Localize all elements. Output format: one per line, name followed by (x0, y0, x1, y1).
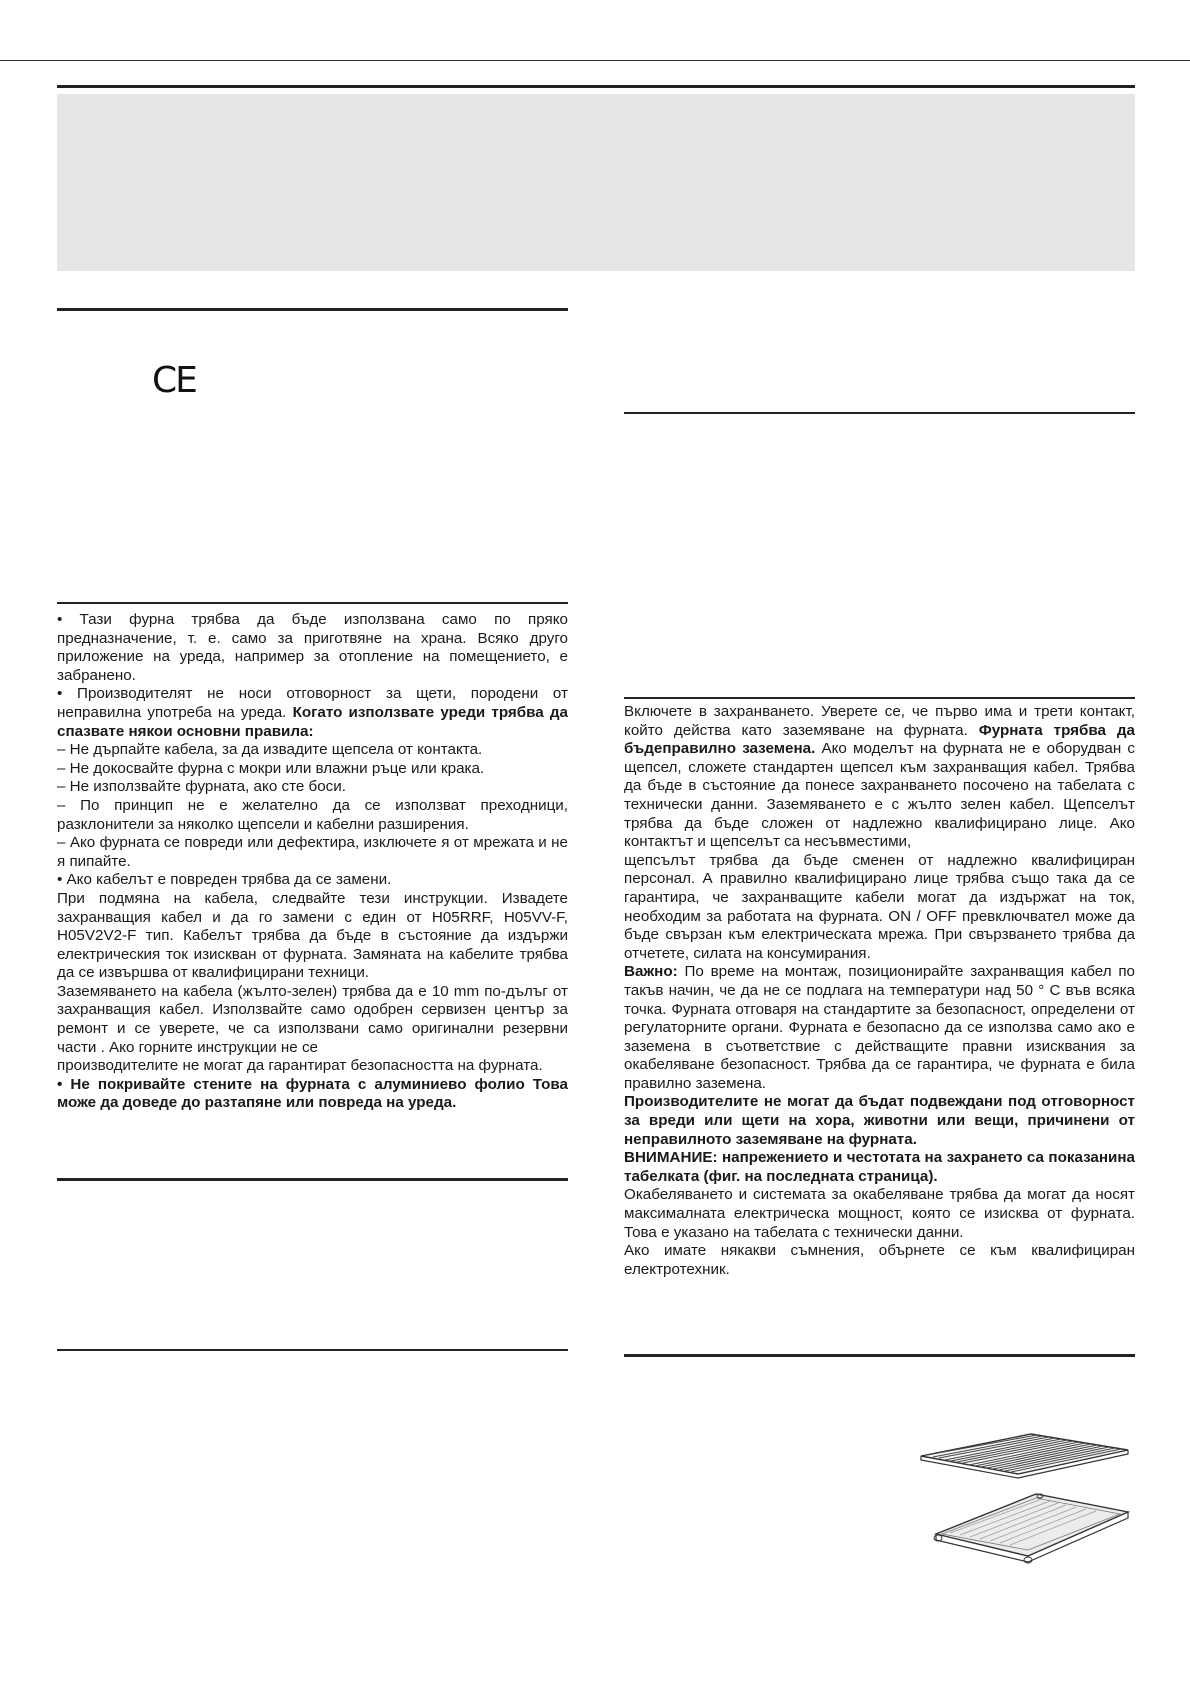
baking-tray-icon (934, 1494, 1128, 1563)
safety-paragraph-intended-use: • Тази фурна трябва да бъде използвана само по пряко предназначение, т. е. само за приготвяне на храна. Всяко друго приложение на уреда, например за отопление на помещението, е забранено. (57, 611, 568, 684)
liability-text: • Производителят не носи отговорност за щети, породени от неправилна употреба на уреда. (57, 685, 568, 721)
right-section-rule-2 (624, 697, 1135, 699)
rule-item-barefoot: – Не използвайте фурната, ако сте боси. (57, 778, 346, 796)
left-section-rule-2 (57, 602, 568, 604)
rule-item-adapters: – По принцип не е желателно да се използват преходници, разклонители за няколко щепсели и кабелни разширения. (57, 796, 568, 833)
safety-guarantee-paragraph: производителите не могат да гарантират безопасността на фурната. (57, 1057, 543, 1075)
left-section-rule-4 (57, 1349, 568, 1351)
rule-item-wet-hands: – Не докосвайте фурна с мокри или влажни ръце или крака. (57, 759, 485, 777)
wire-rack-icon (921, 1434, 1128, 1478)
important-label: Важно: (624, 963, 678, 981)
ce-mark: CE (152, 360, 196, 401)
rule-item-malfunction: – Ако фурната се повреди или дефектира, изключете я от мрежата и не я пипайте. (57, 834, 568, 870)
left-section-rule-1 (57, 308, 568, 311)
left-column-text (57, 611, 568, 1113)
header-banner (57, 94, 1135, 271)
oven-rack-and-tray-illustration (916, 1432, 1136, 1572)
grounding-required: Фурната трябва да бъдеправилно заземена. (624, 721, 1136, 758)
top-page-rule (0, 60, 1190, 61)
left-section-rule-3 (57, 1178, 568, 1181)
voltage-warning: ВНИМАНИЕ: напрежението и честотата на захрането са показанина табелката (фиг. на последната страница). (624, 1149, 1135, 1185)
grounding-cable-paragraph: Заземяването на кабела (жълто-зелен) трябва да е 10 mm по-дълъг от захранващия кабел. Използвайте само одобрен сервизен център за ремонт и се уверете, че са използвани само оригинални резервни части . Ако горните инструкции не се (57, 982, 568, 1056)
rule-item-cable: – Не дърпайте кабела, за да извадите щепсела от контакта. (57, 741, 483, 759)
safety-paragraph-liability (57, 685, 568, 741)
right-section-rule-1 (624, 412, 1135, 414)
connection-paragraph (624, 703, 1135, 852)
connection-intro: Включете в захранването. Уверете се, че първо има и трети контакт, който действа като заземяване на фурната. (624, 703, 1135, 739)
right-section-rule-3 (624, 1354, 1135, 1357)
cable-replacement-paragraph: При подмяна на кабела, следвайте тези инструкции. Извадете захранващия кабел и да го замени с един от H05RRF, H05VV-F, H05V2V2-F тип. Кабелът трябва да бъде в състояние да издържи електрическия ток изискван от фурната. Замяната на кабелите трябва да се извършва от квалифицирани техници. (57, 889, 568, 982)
installation-text: По време на монтаж, позиционирайте захранващия кабел по такъв начин, че да не се подлага на температури над 50 ° С във всяка точка. Фурната отговаря на стандартите за безопасност, определени от регулаторните органи. Фурната е безопасно да се използва само ако е заземена в съответствие с действащите правни изисквания за окабеляване безопасност. Трябва да се гарантира, че фурната е била правилно заземена. (624, 963, 1135, 1092)
aluminium-foil-warning: • Не покривайте стените на фурната с алуминиево фолио Това може да доведе до разтапяне или повреда на уреда. (57, 1075, 568, 1112)
wiring-capacity-paragraph: Окабеляването и системата за окабеляване трябва да могат да носят максималната електрическа мощност, която се изисква от фурната. Това е указано на табелата с технически данни. (624, 1186, 1135, 1241)
electrician-advice-paragraph: Ако имате някакви съмнения, обърнете се към квалифициран електротехник. (624, 1242, 1135, 1278)
rule-item-damaged-cable: • Ако кабелът е повреден трябва да се замени. (57, 871, 392, 889)
right-column-text (624, 703, 1135, 1279)
plug-replacement-paragraph: щепсълът трябва да бъде сменен от надлежно квалифициран персонал. А правилно квалифицирано лице трябва също така да се гарантира, че захранващите кабели могат да издържат на ток, необходим за работата на фурната. ON / OFF превключвател може да бъде свързан към електрическата мрежа. При свързването трябва да отчетете, силата на консумирания. (624, 851, 1135, 962)
header-rule (57, 85, 1135, 88)
connection-details: Ако моделът на фурната не е оборудван с щепсел, сложете стандартен щепсел към захранващия кабел. Трябва да бъде в състояние да понесе захранването посочено на табелата с технически данни. Заземяването е с жълто зелен кабел. Щепселът трябва да бъде сложен от надлежно квалифицирано лице. Ако контактът и щепселът са несъвместими, (624, 740, 1135, 851)
basic-rules-heading: Когато използвате уреди трябва да спазвате някои основни правила: (57, 703, 568, 740)
manufacturer-liability-warning: Производителите не могат да бъдат подвеждани под отговорност за вреди или щети на хора, животни или вещи, причинени от неправилното заземяване на фурната. (624, 1093, 1135, 1148)
installation-paragraph (624, 963, 1135, 1093)
